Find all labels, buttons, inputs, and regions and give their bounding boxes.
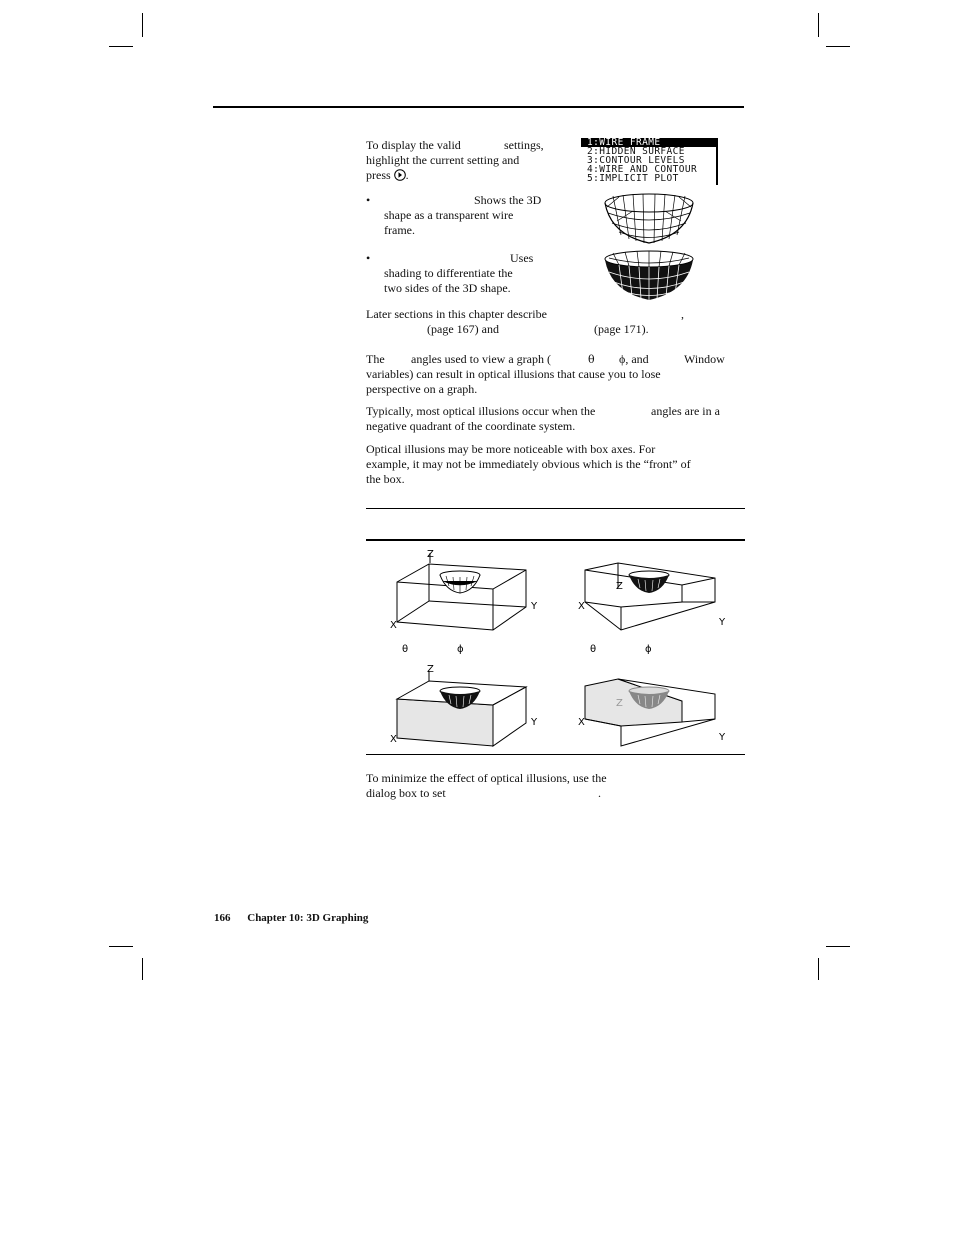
menu-item-wire-and-contour: 4:WIRE AND CONTOUR bbox=[587, 164, 698, 175]
eye-phi-and: ϕ, and bbox=[619, 352, 649, 366]
later-comma: , bbox=[681, 307, 684, 321]
figures-bottom-rule bbox=[366, 754, 745, 755]
hidden-line-1: Uses bbox=[510, 251, 534, 265]
eye-line-2: variables) can result in optical illusions that cause you to lose bbox=[366, 367, 661, 381]
wire-line-1: Shows the 3D bbox=[474, 193, 542, 207]
wire-line-3: frame. bbox=[384, 223, 415, 237]
fig2-phi: ϕ bbox=[645, 644, 652, 655]
typically-line-2: negative quadrant of the coordinate system. bbox=[366, 419, 576, 433]
style-menu-screen bbox=[581, 138, 718, 185]
intro-line-3 bbox=[366, 168, 409, 183]
chapter-title: Chapter 10: 3D Graphing bbox=[247, 912, 369, 924]
menu-item-implicit-plot: 5:IMPLICIT PLOT bbox=[587, 173, 679, 184]
crop-mark-tl-v bbox=[142, 13, 143, 37]
crop-mark-bl-v bbox=[142, 958, 143, 980]
fig3-label-x: X bbox=[390, 734, 397, 745]
header-rule bbox=[213, 106, 744, 108]
menu-item-hidden-surface: 2:HIDDEN SURFACE bbox=[587, 146, 685, 157]
eye-angles: angles used to view a graph ( bbox=[411, 352, 551, 366]
fig2-theta: θ bbox=[590, 644, 597, 655]
minimize-period: . bbox=[598, 786, 601, 800]
hidden-line-2: shading to differentiate the bbox=[384, 266, 513, 280]
crop-mark-br-v bbox=[818, 958, 819, 980]
later-line-1: Later sections in this chapter describe bbox=[366, 307, 547, 321]
bowl-figure-1 bbox=[440, 571, 480, 593]
box-axes-line-3: the box. bbox=[366, 472, 405, 486]
intro-line-1 bbox=[366, 138, 461, 153]
crop-mark-bl-h bbox=[109, 946, 133, 947]
fig1-theta: θ bbox=[402, 644, 409, 655]
eye-window: Window bbox=[684, 352, 725, 366]
crop-mark-tr-h bbox=[826, 46, 850, 47]
hidden-line-3: two sides of the 3D shape. bbox=[384, 281, 511, 295]
box-axes-line-1: Optical illusions may be more noticeable with box axes. For bbox=[366, 442, 656, 456]
bullet-wire: • bbox=[366, 193, 371, 207]
page-number: 166 bbox=[214, 912, 231, 924]
eye-the: The bbox=[366, 352, 385, 366]
crop-mark-br-h bbox=[826, 946, 850, 947]
crop-mark-tl-h bbox=[109, 46, 133, 47]
right-arrow-key-icon bbox=[394, 169, 406, 181]
typically-line-1b: angles are in a bbox=[651, 404, 720, 418]
later-page171: (page 171). bbox=[594, 322, 649, 336]
intro-text-b: settings, bbox=[504, 138, 544, 152]
page-footer bbox=[214, 911, 368, 926]
intro-period: . bbox=[405, 168, 409, 182]
optical-illusion-figures bbox=[366, 545, 746, 750]
later-page167: (page 167) and bbox=[427, 322, 499, 336]
crop-mark-tr-v bbox=[818, 13, 819, 37]
hidden-surface-bowl-image bbox=[603, 250, 695, 302]
fig3-label-y: Y bbox=[531, 717, 538, 728]
fig1-label-x: X bbox=[390, 620, 397, 631]
fig4-label-y: Y bbox=[719, 732, 726, 743]
bowl-figure-2 bbox=[629, 571, 669, 593]
intro-line-2: highlight the current setting and bbox=[366, 153, 520, 167]
fig1-phi: ϕ bbox=[457, 644, 464, 655]
typically-line-1a: Typically, most optical illusions occur when the bbox=[366, 404, 596, 418]
intro-text-a: To display the valid bbox=[366, 138, 461, 152]
minimize-line-2: dialog box to set bbox=[366, 786, 446, 800]
section-rule-thick bbox=[366, 539, 745, 541]
menu-item-contour-levels: 3:CONTOUR LEVELS bbox=[587, 155, 685, 166]
wire-frame-bowl-image bbox=[603, 193, 695, 245]
fig3-label-z: Z bbox=[427, 664, 434, 675]
eye-line-3: perspective on a graph. bbox=[366, 382, 478, 396]
fig4-label-z: Z bbox=[616, 698, 623, 709]
fig2-label-x: X bbox=[578, 601, 585, 612]
minimize-line-1: To minimize the effect of optical illusions, use the bbox=[366, 771, 607, 785]
section-rule-thin bbox=[366, 508, 745, 509]
eye-theta: θ bbox=[588, 353, 595, 366]
bullet-hidden: • bbox=[366, 251, 371, 265]
fig4-label-x: X bbox=[578, 717, 585, 728]
intro-line-1b bbox=[504, 138, 544, 153]
fig1-label-y: Y bbox=[531, 601, 538, 612]
intro-press: press bbox=[366, 168, 391, 182]
menu-item-wire-frame: 1:WIRE FRAME bbox=[581, 138, 716, 147]
fig2-label-y: Y bbox=[719, 617, 726, 628]
wire-line-2: shape as a transparent wire bbox=[384, 208, 514, 222]
fig1-label-z: Z bbox=[427, 549, 434, 560]
fig2-label-z: Z bbox=[616, 581, 623, 592]
box-axes-line-2: example, it may not be immediately obvious which is the “front” of bbox=[366, 457, 691, 471]
